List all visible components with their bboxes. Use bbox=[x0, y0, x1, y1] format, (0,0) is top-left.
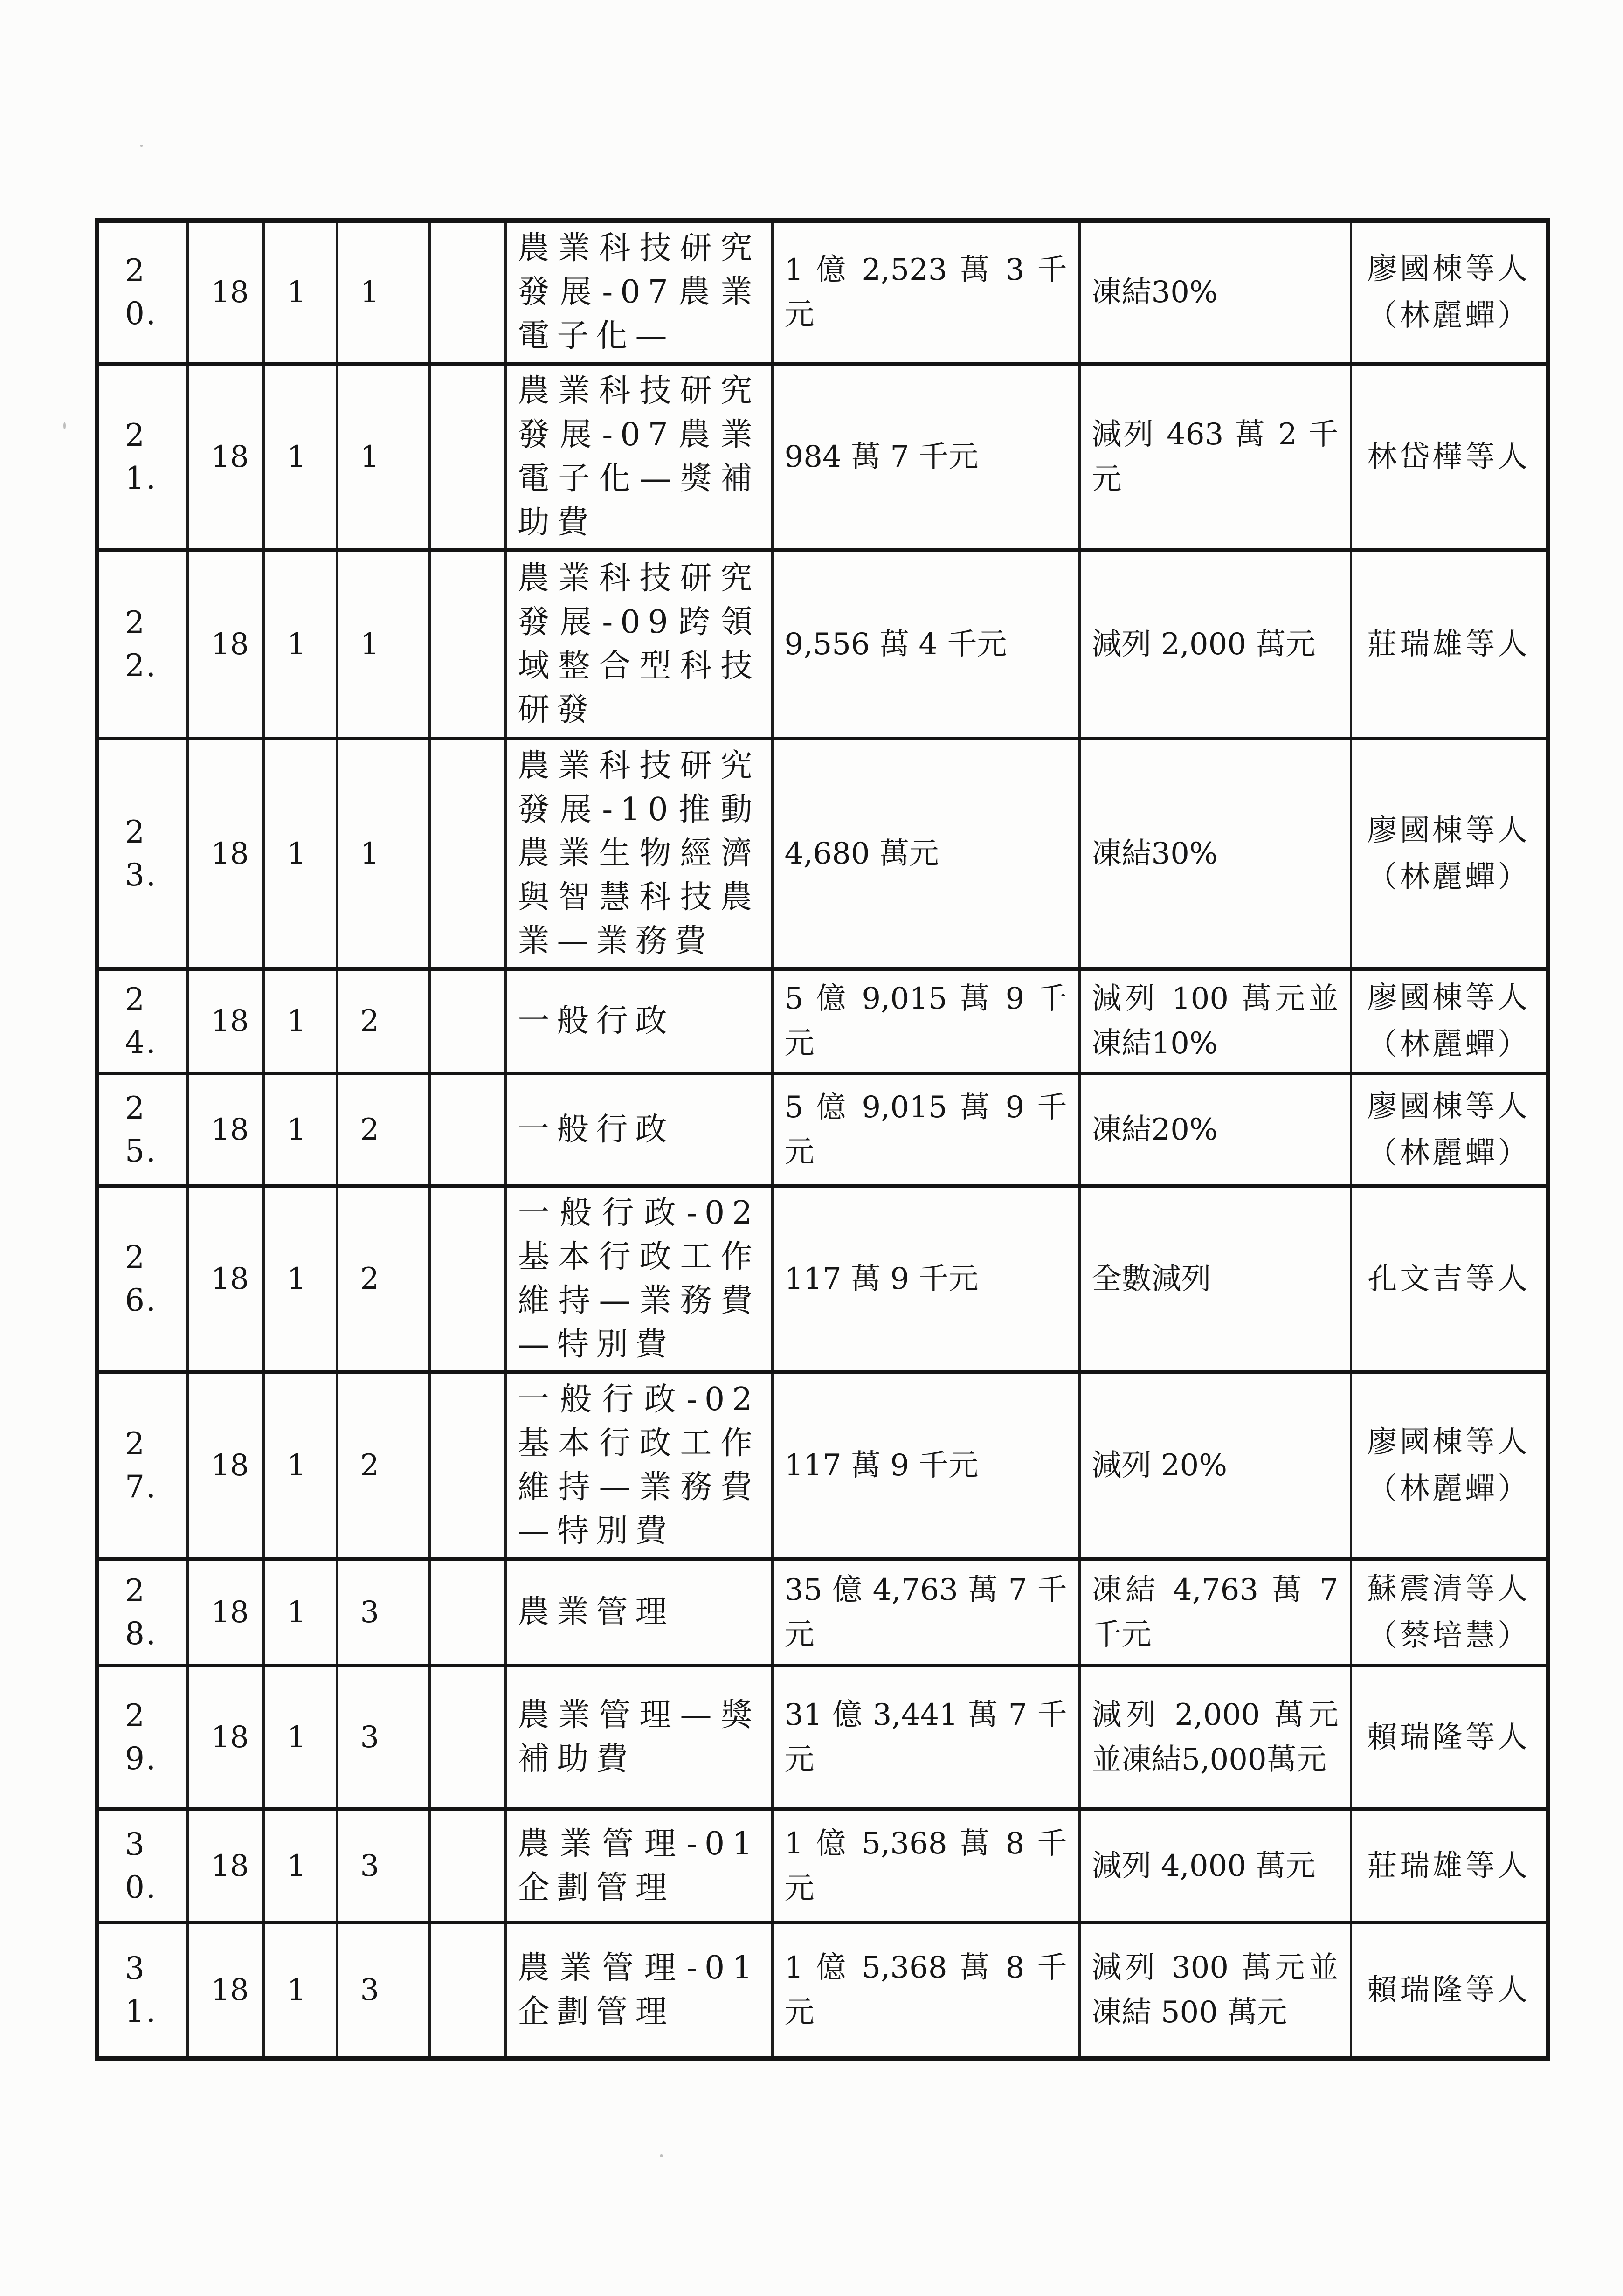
table-row bbox=[97, 550, 1548, 739]
cell-proposed-action: 凍結30% bbox=[1079, 739, 1351, 969]
cell-agency-code: 18 bbox=[187, 1186, 263, 1372]
cell-proposer: 莊瑞雄等人 bbox=[1351, 550, 1548, 739]
cell-row-number: 25. bbox=[97, 1073, 187, 1186]
cell-proposer: 蘇震清等人（蔡培慧） bbox=[1351, 1559, 1548, 1666]
cell-proposer: 莊瑞雄等人 bbox=[1351, 1809, 1548, 1923]
cell-item-code: 3 bbox=[337, 1923, 429, 2058]
cell-agency-code: 18 bbox=[187, 364, 263, 550]
scan-speck bbox=[140, 145, 143, 147]
cell-row-number: 29. bbox=[97, 1666, 187, 1809]
table-row bbox=[97, 1809, 1548, 1923]
cell-category-code: 1 bbox=[263, 364, 337, 550]
budget-review-table bbox=[95, 218, 1550, 2061]
cell-item-code: 3 bbox=[337, 1666, 429, 1809]
cell-blank bbox=[429, 221, 505, 364]
cell-amount: 5 億 9,015 萬 9 千元 bbox=[772, 1073, 1079, 1186]
cell-proposer: 廖國棟等人（林麗蟬） bbox=[1351, 739, 1548, 969]
cell-agency-code: 18 bbox=[187, 1809, 263, 1923]
table-row bbox=[97, 1923, 1548, 2058]
cell-category-code: 1 bbox=[263, 969, 337, 1073]
cell-category-code: 1 bbox=[263, 1666, 337, 1809]
cell-agency-code: 18 bbox=[187, 1559, 263, 1666]
cell-agency-code: 18 bbox=[187, 550, 263, 739]
table-row bbox=[97, 1666, 1548, 1809]
cell-proposed-action: 減列 300 萬元並凍結 500 萬元 bbox=[1079, 1923, 1351, 2058]
cell-blank bbox=[429, 1073, 505, 1186]
cell-proposed-action: 減列 20% bbox=[1079, 1372, 1351, 1559]
cell-budget-item: 一般行政-02基本行政工作維持—業務費—特別費 bbox=[505, 1372, 772, 1559]
budget-table-body bbox=[97, 221, 1548, 2058]
cell-row-number: 21. bbox=[97, 364, 187, 550]
table-row bbox=[97, 1559, 1548, 1666]
cell-row-number: 22. bbox=[97, 550, 187, 739]
cell-blank bbox=[429, 1666, 505, 1809]
cell-budget-item: 農業管理 bbox=[505, 1559, 772, 1666]
cell-item-code: 1 bbox=[337, 364, 429, 550]
cell-proposer: 廖國棟等人（林麗蟬） bbox=[1351, 221, 1548, 364]
cell-proposed-action: 全數減列 bbox=[1079, 1186, 1351, 1372]
cell-agency-code: 18 bbox=[187, 1073, 263, 1186]
cell-agency-code: 18 bbox=[187, 969, 263, 1073]
cell-proposer: 廖國棟等人（林麗蟬） bbox=[1351, 1372, 1548, 1559]
cell-budget-item: 一般行政-02基本行政工作維持—業務費—特別費 bbox=[505, 1186, 772, 1372]
cell-proposed-action: 減列 463 萬 2 千元 bbox=[1079, 364, 1351, 550]
cell-budget-item: 農業管理—獎補助費 bbox=[505, 1666, 772, 1809]
cell-amount: 4,680 萬元 bbox=[772, 739, 1079, 969]
cell-blank bbox=[429, 1809, 505, 1923]
cell-proposed-action: 凍結30% bbox=[1079, 221, 1351, 364]
cell-row-number: 26. bbox=[97, 1186, 187, 1372]
cell-proposed-action: 減列 4,000 萬元 bbox=[1079, 1809, 1351, 1923]
cell-item-code: 2 bbox=[337, 1372, 429, 1559]
cell-item-code: 1 bbox=[337, 739, 429, 969]
cell-row-number: 31. bbox=[97, 1923, 187, 2058]
cell-budget-item: 一般行政 bbox=[505, 969, 772, 1073]
scan-speck bbox=[63, 422, 66, 429]
table-row bbox=[97, 1372, 1548, 1559]
cell-category-code: 1 bbox=[263, 1559, 337, 1666]
table-row bbox=[97, 739, 1548, 969]
cell-item-code: 3 bbox=[337, 1559, 429, 1666]
cell-amount: 5 億 9,015 萬 9 千元 bbox=[772, 969, 1079, 1073]
cell-row-number: 24. bbox=[97, 969, 187, 1073]
cell-agency-code: 18 bbox=[187, 221, 263, 364]
cell-budget-item: 農業科技研究發展-09跨領域整合型科技研發 bbox=[505, 550, 772, 739]
cell-amount: 117 萬 9 千元 bbox=[772, 1372, 1079, 1559]
cell-blank bbox=[429, 1372, 505, 1559]
cell-category-code: 1 bbox=[263, 221, 337, 364]
cell-category-code: 1 bbox=[263, 1186, 337, 1372]
cell-proposer: 廖國棟等人（林麗蟬） bbox=[1351, 969, 1548, 1073]
cell-item-code: 3 bbox=[337, 1809, 429, 1923]
cell-category-code: 1 bbox=[263, 550, 337, 739]
cell-proposer: 廖國棟等人（林麗蟬） bbox=[1351, 1073, 1548, 1186]
cell-agency-code: 18 bbox=[187, 739, 263, 969]
cell-budget-item: 農業管理-01企劃管理 bbox=[505, 1809, 772, 1923]
cell-proposed-action: 凍結20% bbox=[1079, 1073, 1351, 1186]
cell-proposed-action: 減列 100 萬元並凍結10% bbox=[1079, 969, 1351, 1073]
cell-row-number: 23. bbox=[97, 739, 187, 969]
cell-category-code: 1 bbox=[263, 1809, 337, 1923]
scan-speck bbox=[660, 2154, 663, 2157]
cell-category-code: 1 bbox=[263, 1923, 337, 2058]
table-row bbox=[97, 1186, 1548, 1372]
cell-blank bbox=[429, 550, 505, 739]
cell-proposer: 賴瑞隆等人 bbox=[1351, 1666, 1548, 1809]
cell-proposer: 林岱樺等人 bbox=[1351, 364, 1548, 550]
cell-budget-item: 農業科技研究發展-07農業電子化— bbox=[505, 221, 772, 364]
cell-row-number: 27. bbox=[97, 1372, 187, 1559]
cell-proposed-action: 減列 2,000 萬元 bbox=[1079, 550, 1351, 739]
cell-agency-code: 18 bbox=[187, 1372, 263, 1559]
cell-blank bbox=[429, 1186, 505, 1372]
cell-item-code: 2 bbox=[337, 969, 429, 1073]
cell-budget-item: 農業科技研究發展-10推動農業生物經濟與智慧科技農業—業務費 bbox=[505, 739, 772, 969]
cell-agency-code: 18 bbox=[187, 1923, 263, 2058]
cell-row-number: 28. bbox=[97, 1559, 187, 1666]
cell-budget-item: 農業管理-01企劃管理 bbox=[505, 1923, 772, 2058]
cell-row-number: 30. bbox=[97, 1809, 187, 1923]
table-row bbox=[97, 1073, 1548, 1186]
cell-proposed-action: 減列 2,000 萬元並凍結5,000萬元 bbox=[1079, 1666, 1351, 1809]
cell-amount: 117 萬 9 千元 bbox=[772, 1186, 1079, 1372]
cell-blank bbox=[429, 739, 505, 969]
cell-proposed-action: 凍結 4,763 萬 7 千元 bbox=[1079, 1559, 1351, 1666]
table-row bbox=[97, 221, 1548, 364]
cell-category-code: 1 bbox=[263, 1372, 337, 1559]
cell-amount: 1 億 5,368 萬 8 千元 bbox=[772, 1809, 1079, 1923]
cell-item-code: 2 bbox=[337, 1186, 429, 1372]
cell-amount: 1 億 2,523 萬 3 千元 bbox=[772, 221, 1079, 364]
cell-category-code: 1 bbox=[263, 739, 337, 969]
table-row bbox=[97, 969, 1548, 1073]
cell-blank bbox=[429, 364, 505, 550]
cell-proposer: 孔文吉等人 bbox=[1351, 1186, 1548, 1372]
cell-amount: 9,556 萬 4 千元 bbox=[772, 550, 1079, 739]
cell-budget-item: 農業科技研究發展-07農業電子化—獎補助費 bbox=[505, 364, 772, 550]
cell-amount: 984 萬 7 千元 bbox=[772, 364, 1079, 550]
cell-category-code: 1 bbox=[263, 1073, 337, 1186]
cell-blank bbox=[429, 1559, 505, 1666]
cell-item-code: 2 bbox=[337, 1073, 429, 1186]
cell-blank bbox=[429, 969, 505, 1073]
cell-agency-code: 18 bbox=[187, 1666, 263, 1809]
table-row bbox=[97, 364, 1548, 550]
cell-blank bbox=[429, 1923, 505, 2058]
cell-amount: 1 億 5,368 萬 8 千元 bbox=[772, 1923, 1079, 2058]
cell-amount: 31 億 3,441 萬 7 千元 bbox=[772, 1666, 1079, 1809]
cell-item-code: 1 bbox=[337, 550, 429, 739]
cell-item-code: 1 bbox=[337, 221, 429, 364]
cell-budget-item: 一般行政 bbox=[505, 1073, 772, 1186]
cell-row-number: 20. bbox=[97, 221, 187, 364]
cell-amount: 35 億 4,763 萬 7 千元 bbox=[772, 1559, 1079, 1666]
cell-proposer: 賴瑞隆等人 bbox=[1351, 1923, 1548, 2058]
